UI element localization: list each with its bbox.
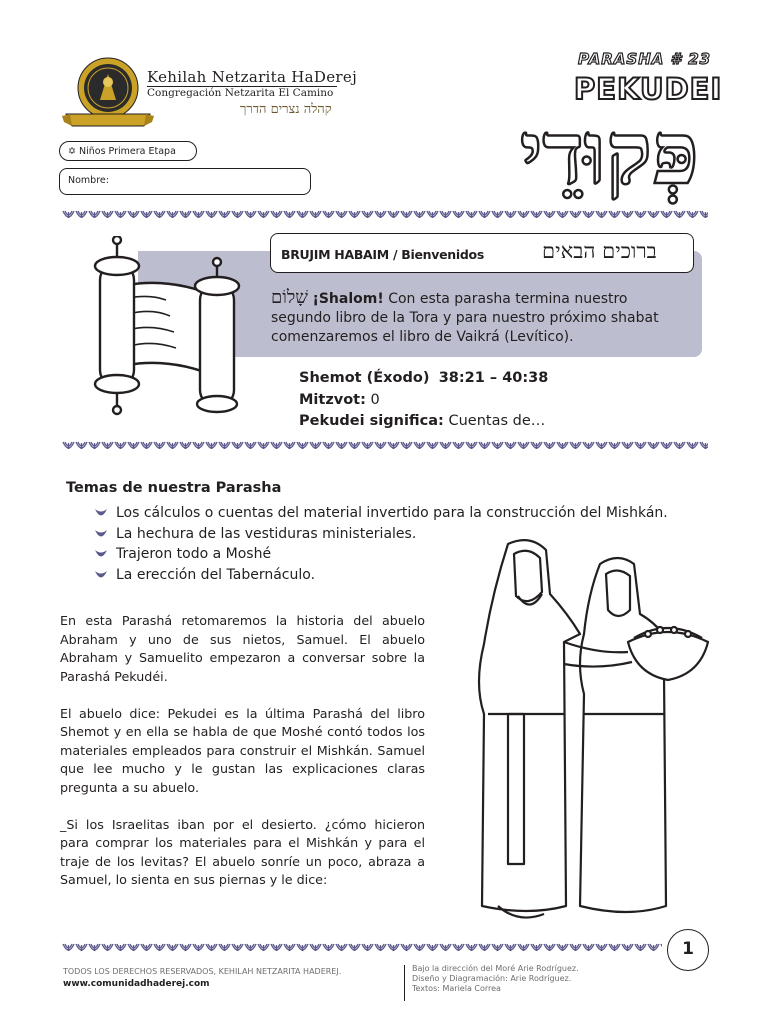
parasha-facts bbox=[299, 368, 548, 433]
two-men-illustration bbox=[468, 534, 712, 928]
topics-title: Temas de nuestra Parasha bbox=[66, 480, 282, 496]
ornament-border-bottom bbox=[62, 942, 662, 954]
topic-text: La erección del Tabernáculo. bbox=[116, 566, 316, 583]
name-field[interactable] bbox=[59, 168, 311, 195]
credit-texts: Textos: Mariela Correa bbox=[412, 984, 501, 993]
lotus-bullet-icon bbox=[94, 529, 108, 539]
star-of-david-icon: ✡ bbox=[68, 146, 76, 157]
parasha-number: PARASHA # 23 bbox=[578, 50, 712, 68]
congregation-logo bbox=[62, 56, 154, 130]
parasha-title: PEKUDEI bbox=[574, 72, 723, 106]
shalom-label: ¡Shalom! bbox=[312, 291, 384, 307]
ornament-border-middle bbox=[62, 440, 708, 452]
welcome-hebrew: ברוכים הבאים bbox=[542, 239, 657, 263]
story-paragraph: _Si los Israelitas iban por el desierto. ¿cómo hicieron para comprar los materiales para el Mishkán y para el traje de los levitas? El abuelo sonríe un poco, abraza a Samuel, lo sienta en sus piernas y le dice: bbox=[60, 816, 425, 887]
book-label: Shemot (Éxodo) bbox=[299, 370, 430, 386]
list-item bbox=[94, 503, 668, 524]
website-link[interactable]: www.comunidadhaderej.com bbox=[63, 979, 210, 989]
footer-credits bbox=[412, 964, 579, 994]
footer-divider bbox=[404, 965, 405, 1001]
rights-text: TODOS LOS DERECHOS RESERVADOS, KEHILAH NETZARITA HADEREJ. bbox=[63, 967, 342, 976]
org-name: Kehilah Netzarita HaDerej bbox=[147, 68, 358, 86]
page-number: 1 bbox=[667, 929, 709, 971]
parasha-hebrew-title: פְּקוּדֵי bbox=[520, 103, 699, 204]
mitzvot-label: Mitzvot: bbox=[299, 391, 366, 408]
torah-scroll-illustration bbox=[70, 236, 250, 416]
lotus-bullet-icon bbox=[94, 570, 108, 580]
topic-text: Trajeron todo a Moshé bbox=[116, 546, 272, 562]
story-paragraph: El abuelo dice: Pekudei es la última Parashá del libro Shemot y en ella se habla de que Moshé contó todos los materiales empleados para construir el Mishkán. Samuel que lee mucho y le gustan las explicaciones claras pregunta a su abuelo. bbox=[60, 705, 425, 795]
level-badge bbox=[59, 141, 197, 161]
level-label: Niños Primera Etapa bbox=[79, 146, 176, 157]
footer-rights bbox=[63, 966, 341, 990]
lotus-bullet-icon bbox=[94, 508, 108, 518]
topic-text: La hechura de las vestiduras ministeriales. bbox=[116, 525, 417, 542]
mitzvot-value: 0 bbox=[370, 391, 380, 408]
lotus-bullet-icon bbox=[94, 549, 108, 559]
org-subtitle: Congregación Netzarita El Camino bbox=[147, 87, 334, 99]
welcome-intro bbox=[271, 288, 691, 347]
meaning-label: Pekudei significa: bbox=[299, 413, 444, 429]
credit-design: Diseño y Diagramación: Arie Rodríguez. bbox=[412, 974, 572, 983]
story-text bbox=[60, 612, 425, 908]
verse-range: 38:21 – 40:38 bbox=[438, 370, 549, 386]
credit-direction: Bajo la dirección del Moré Arie Rodríguez. bbox=[412, 964, 579, 973]
story-paragraph: En esta Parashá retomaremos la historia del abuelo Abraham y uno de sus nietos, Samuel. El abuelo Abraham y Samuelito empezaron a conversar sobre la Parashá Pekudéi. bbox=[60, 613, 425, 684]
topic-text: Los cálculos o cuentas del material invertido para la construcción del Mishkán. bbox=[116, 505, 668, 521]
org-hebrew-name: קהלה נצרים הדרך bbox=[240, 102, 332, 117]
name-label: Nombre: bbox=[68, 175, 109, 186]
welcome-label: BRUJIM HABAIM / Bienvenidos bbox=[281, 247, 484, 262]
intro-text: Con esta parasha termina nuestro segundo libro de la Tora y para nuestro próximo shabat comenzaremos el libro de Vaikrá (Levítico). bbox=[271, 291, 659, 345]
shalom-hebrew: שָׁלוֹם bbox=[271, 287, 309, 308]
ornament-border-top bbox=[62, 209, 708, 221]
meaning-value: Cuentas de… bbox=[448, 413, 546, 429]
